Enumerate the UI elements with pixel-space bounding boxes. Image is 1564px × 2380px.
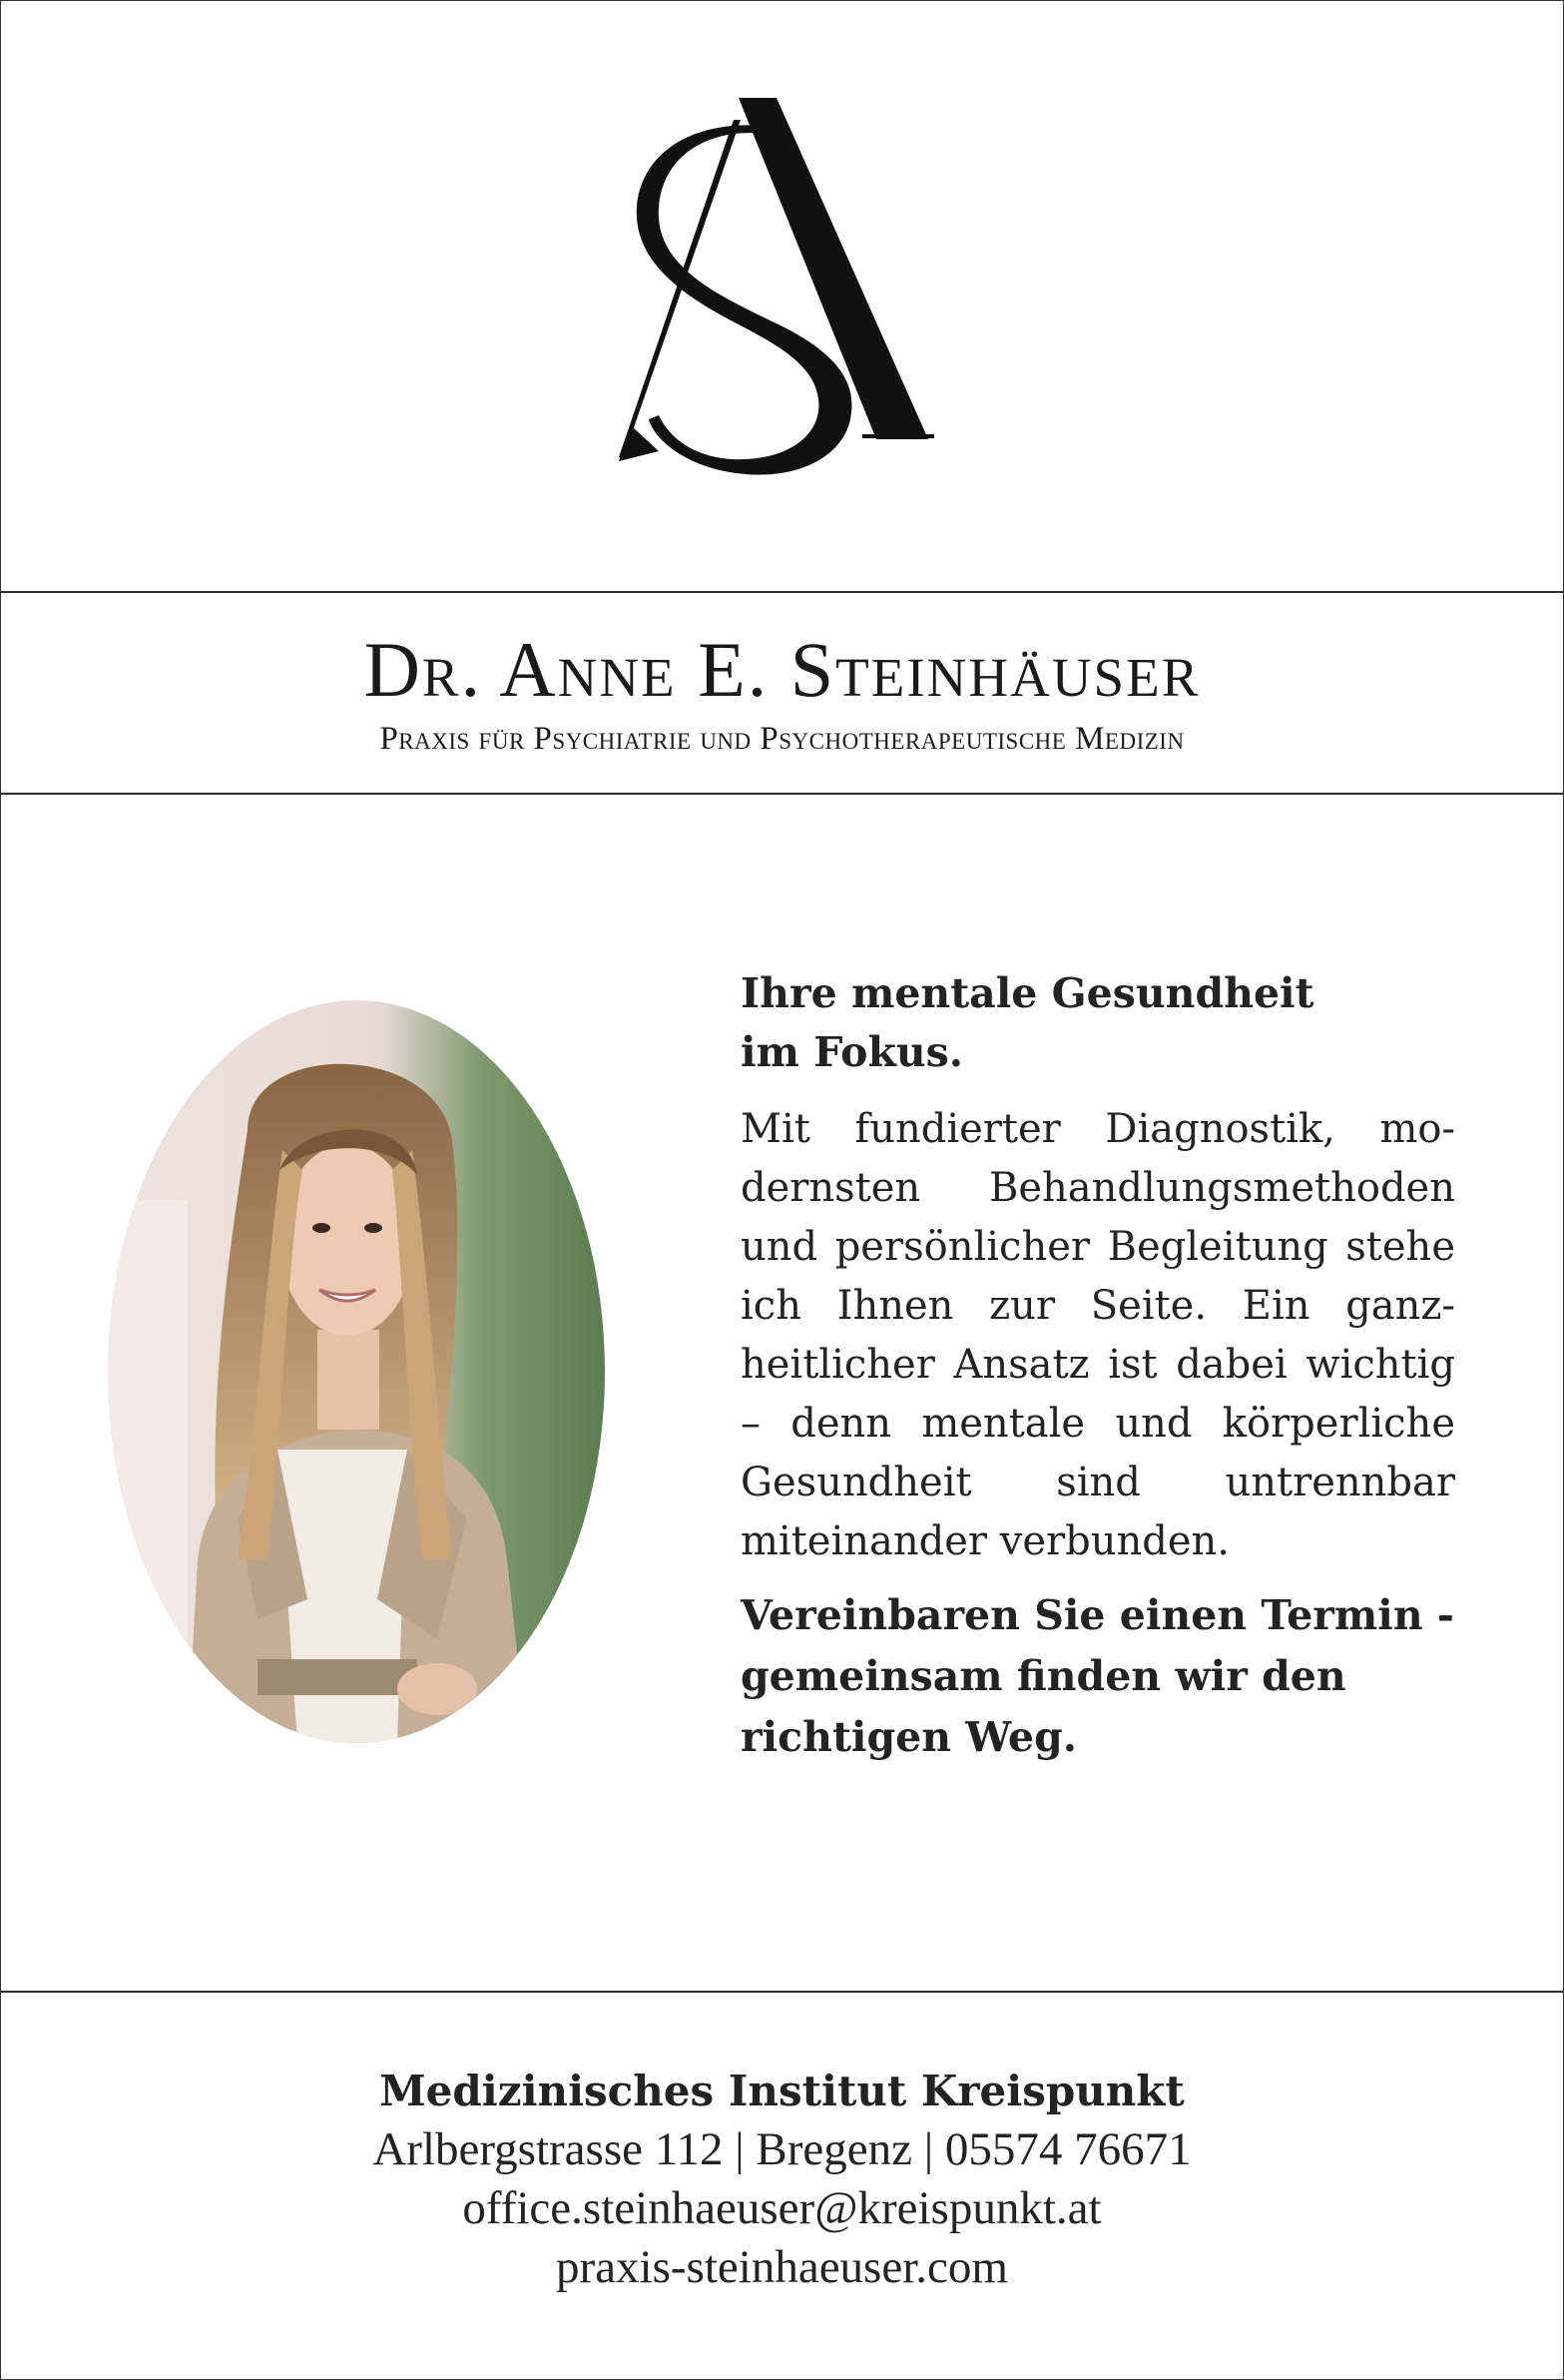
divider-footer bbox=[0, 1991, 1564, 1993]
website-link[interactable]: praxis-steinhaeuser.com bbox=[556, 2241, 1008, 2293]
portrait-photo bbox=[108, 1000, 605, 1743]
address-line: Arlbergstrasse 112 | Bregenz | 05574 76671 bbox=[372, 2123, 1192, 2175]
divider-header bbox=[0, 793, 1564, 795]
monogram-logo bbox=[619, 90, 948, 489]
footer bbox=[0, 2063, 1564, 2297]
doctor-name: Dr. Anne E. Steinhäuser bbox=[363, 626, 1201, 713]
header bbox=[0, 593, 1564, 793]
headline: Ihre mentale Gesundheit im Fokus. bbox=[741, 969, 1314, 1076]
call-to-action: Vereinbaren Sie einen Termin - gemeinsam finden wir den richtigen Weg. bbox=[741, 1591, 1454, 1761]
main-content bbox=[741, 964, 1455, 1768]
practice-subtitle: Praxis für Psychiatrie und Psychotherapeutische Medizin bbox=[379, 721, 1185, 757]
email-link[interactable]: office.steinhaeuser@kreispunkt.at bbox=[462, 2182, 1102, 2234]
body-paragraph: Mit fundierter Diagnostik, modernsten Behandlungsmethoden und persönlicher Begleitung stehe ich Ihnen zur Seite. Ein ganzheitlicher Ansatz ist dabei wichtig – denn mentale und körperliche Gesundheit sind untrennbar miteinander verbunden. bbox=[741, 1106, 1455, 1564]
institute-name: Medizinisches Institut Kreispunkt bbox=[379, 2067, 1185, 2115]
